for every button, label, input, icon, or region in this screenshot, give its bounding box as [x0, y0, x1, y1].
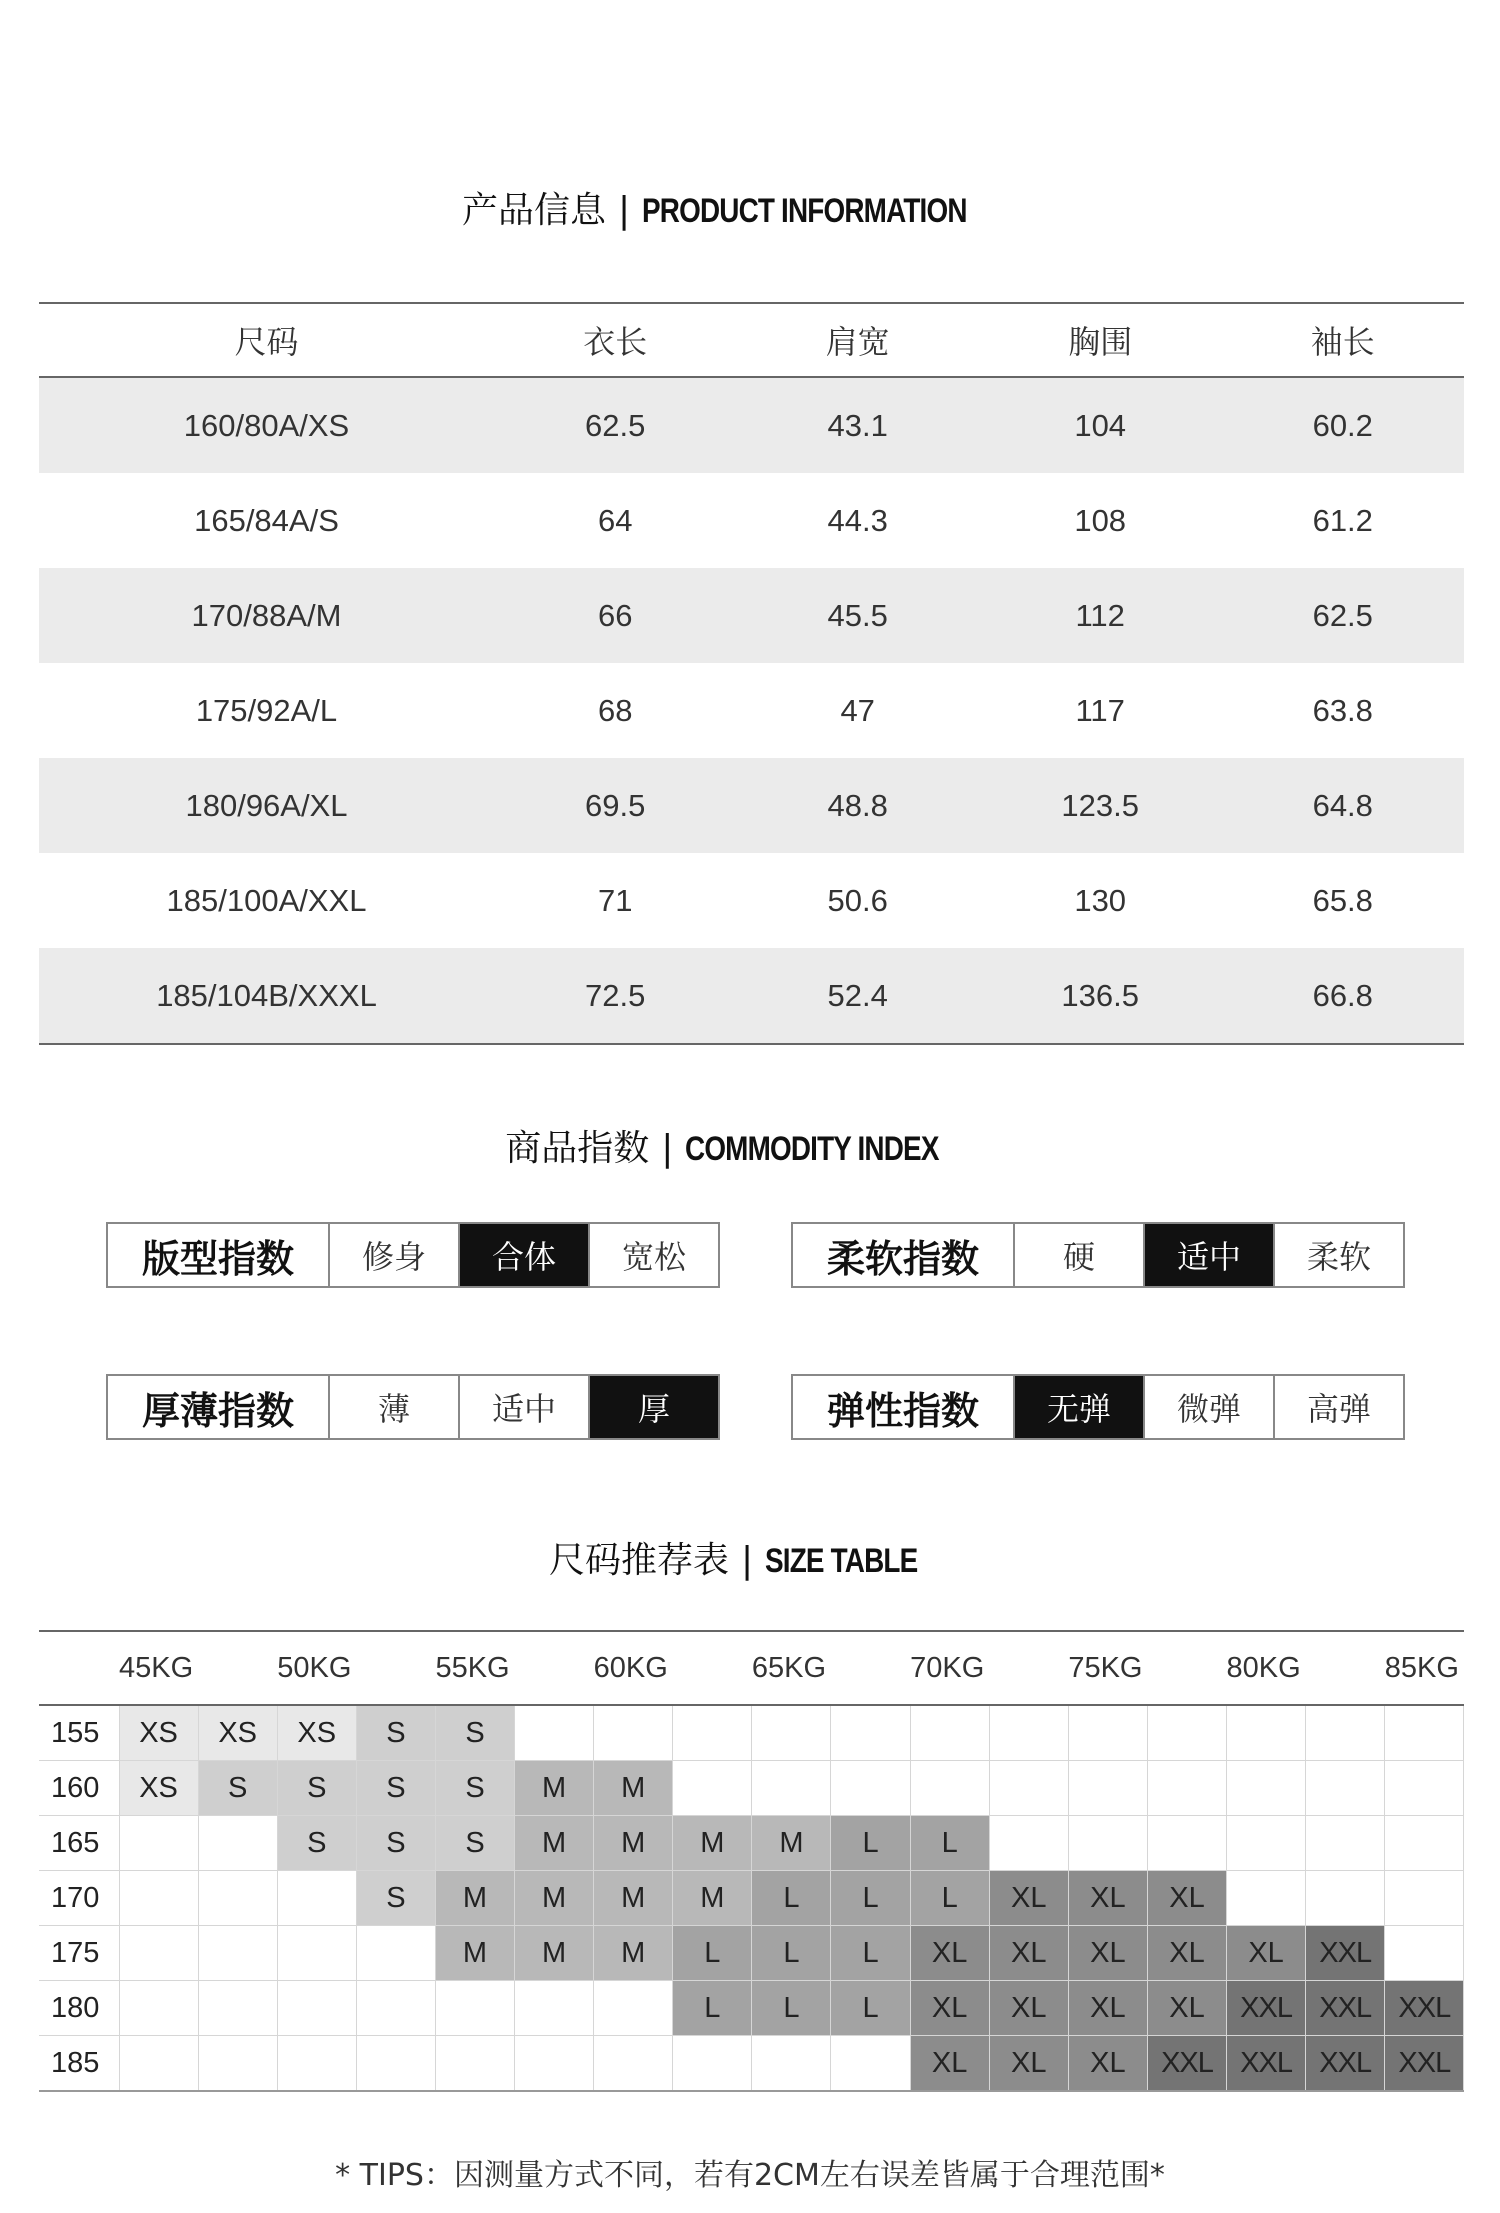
product-table-cell: 43.1 [736, 377, 978, 473]
index-option: 柔软 [1306, 1238, 1371, 1276]
index-option-selected: 适中 [1145, 1224, 1275, 1286]
product-table-cell: 61.2 [1312, 502, 1373, 538]
weight-header: 50KG [277, 1631, 356, 1705]
product-table-cell: 123.5 [979, 758, 1222, 853]
product-table-cell: 44.3 [827, 502, 888, 538]
product-table-cell: 130 [1074, 882, 1127, 918]
size-cell: M [515, 1926, 594, 1981]
size-cell [989, 1761, 1068, 1816]
height-label: 175 [39, 1926, 119, 1981]
weight-header: 70KG [910, 1631, 989, 1705]
product-table-row [39, 663, 1464, 758]
size-cell: M [435, 1871, 514, 1926]
size-cell [831, 1705, 910, 1761]
height-label: 180 [39, 1981, 119, 2036]
product-info-title-en: PRODUCT INFORMATION [642, 192, 967, 230]
size-cell: XL [910, 1981, 989, 2036]
height-row [39, 1705, 1464, 1761]
size-cell [831, 1761, 910, 1816]
product-table-header: 胸围 [979, 303, 1222, 377]
size-cell: S [356, 1871, 435, 1926]
product-table-cell: 48.8 [736, 758, 978, 853]
index-label: 版型指数 [108, 1224, 330, 1286]
product-table-header-row [39, 303, 1464, 377]
size-cell: XL [989, 1871, 1068, 1926]
weight-header: 75KG [1068, 1631, 1147, 1705]
product-table-cell: 66 [494, 568, 736, 663]
product-table-cell: 52.4 [736, 948, 978, 1044]
height-row [39, 1926, 1464, 1981]
size-cell [673, 2036, 752, 2092]
size-cell [1227, 1705, 1306, 1761]
size-cell: XS [119, 1705, 198, 1761]
size-cell: M [594, 1761, 673, 1816]
size-cell: XL [989, 1981, 1068, 2036]
size-cell: M [673, 1871, 752, 1926]
size-cell: L [831, 1871, 910, 1926]
product-info-title [0, 182, 1500, 233]
product-table-cell: 71 [597, 882, 633, 918]
size-cell: S [435, 1816, 514, 1871]
size-cell [1385, 1816, 1464, 1871]
product-table-cell: 72.5 [494, 948, 736, 1044]
height-row [39, 2036, 1464, 2092]
index-option: 修身 [330, 1224, 460, 1286]
product-info-title-cn: 产品信息 [461, 190, 606, 231]
size-cell [752, 1761, 831, 1816]
size-table-title-en: SIZE TABLE [765, 1542, 918, 1580]
product-table-cell: 63.8 [1312, 692, 1373, 728]
index-label: 柔软指数 [793, 1224, 1015, 1286]
product-table-cell: 170/88A/M [39, 568, 494, 663]
product-table-row [39, 853, 1464, 948]
size-cell: S [435, 1761, 514, 1816]
size-cell [594, 2036, 673, 2092]
product-table-cell: 62.5 [494, 377, 736, 473]
product-table-cell: 112 [979, 568, 1222, 663]
size-cell [515, 1705, 594, 1761]
size-cell [198, 2036, 277, 2092]
height-row [39, 1816, 1464, 1871]
weight-header [515, 1631, 594, 1705]
size-cell: S [435, 1705, 514, 1761]
product-table-body [39, 377, 1464, 1044]
product-table-cell: 45.5 [736, 568, 978, 663]
product-table-cell: 69.5 [494, 758, 736, 853]
elasticity-index [791, 1374, 1405, 1440]
tips-note: * TIPS：因测量方式不同，若有2CM左右误差皆属于合理范围* [335, 2158, 1165, 2193]
size-cell: S [277, 1761, 356, 1816]
height-label: 165 [39, 1816, 119, 1871]
size-cell: XL [910, 2036, 989, 2092]
size-cell [1147, 1761, 1226, 1816]
size-cell: L [752, 1926, 831, 1981]
size-cell [1306, 1871, 1385, 1926]
title-separator: | [617, 190, 631, 231]
size-cell [435, 1981, 514, 2036]
product-table-cell: 165/84A/S [194, 502, 339, 538]
size-cell: XXL [1147, 2036, 1226, 2092]
product-table-row [39, 758, 1464, 853]
size-cell: S [356, 1761, 435, 1816]
weight-header [673, 1631, 752, 1705]
product-table-header: 尺码 [39, 303, 494, 377]
height-row [39, 1761, 1464, 1816]
size-cell: M [594, 1871, 673, 1926]
size-cell [1147, 1816, 1226, 1871]
weight-header: 60KG [594, 1631, 673, 1705]
weight-header [198, 1631, 277, 1705]
weight-header: 65KG [752, 1631, 831, 1705]
size-cell [119, 1926, 198, 1981]
size-cell [277, 1871, 356, 1926]
size-cell: M [673, 1816, 752, 1871]
commodity-index-title-en: COMMODITY INDEX [685, 1130, 940, 1168]
size-cell: XL [910, 1926, 989, 1981]
size-cell [1227, 1816, 1306, 1871]
product-table-cell: 62.5 [1222, 568, 1465, 663]
size-cell [277, 2036, 356, 2092]
size-cell [1227, 1871, 1306, 1926]
height-row [39, 1981, 1464, 2036]
size-cell [356, 2036, 435, 2092]
size-cell [119, 2036, 198, 2092]
size-cell: S [356, 1816, 435, 1871]
product-table-row [39, 473, 1464, 568]
size-cell [910, 1705, 989, 1761]
product-table-cell: 104 [979, 377, 1222, 473]
product-table-cell: 60.2 [1222, 377, 1465, 473]
size-cell [1306, 1705, 1385, 1761]
size-cell [119, 1871, 198, 1926]
product-table-cell: 160/80A/XS [39, 377, 494, 473]
size-cell [673, 1705, 752, 1761]
weight-header [989, 1631, 1068, 1705]
product-table-cell: 117 [1075, 692, 1125, 728]
index-option-selected: 厚 [590, 1376, 718, 1438]
size-cell: M [515, 1761, 594, 1816]
size-cell [594, 1705, 673, 1761]
fit-index [106, 1222, 720, 1288]
size-cell: L [673, 1926, 752, 1981]
weight-header [356, 1631, 435, 1705]
thickness-index [106, 1374, 720, 1440]
size-cell: S [277, 1816, 356, 1871]
size-table-title-cn: 尺码推荐表 [549, 1540, 730, 1581]
size-cell [989, 1816, 1068, 1871]
title-separator: | [741, 1540, 754, 1581]
product-table-cell: 47 [840, 692, 875, 728]
size-cell [277, 1926, 356, 1981]
weight-header [1147, 1631, 1226, 1705]
product-table-row [39, 568, 1464, 663]
size-cell: L [831, 1981, 910, 2036]
size-cell [989, 1705, 1068, 1761]
size-cell: L [752, 1871, 831, 1926]
size-cell: XL [1147, 1871, 1226, 1926]
size-cell [673, 1761, 752, 1816]
weight-header [1306, 1631, 1385, 1705]
size-cell [1068, 1705, 1147, 1761]
product-table-row [39, 948, 1464, 1044]
product-table-cell: 50.6 [827, 882, 888, 918]
size-cell: XS [198, 1705, 277, 1761]
size-cell [752, 2036, 831, 2092]
size-cell [356, 1926, 435, 1981]
size-cell [198, 1926, 277, 1981]
size-cell: M [752, 1816, 831, 1871]
size-cell: L [910, 1871, 989, 1926]
size-cell [198, 1816, 277, 1871]
size-cell: XXL [1385, 1981, 1464, 2036]
product-table-cell: 66.8 [1222, 948, 1465, 1044]
commodity-index-title [0, 1120, 1500, 1171]
size-cell [1385, 1926, 1464, 1981]
size-cell [1385, 1761, 1464, 1816]
product-table-header: 衣长 [494, 303, 736, 377]
size-cell: XL [1227, 1926, 1306, 1981]
size-cell: XXL [1306, 2036, 1385, 2092]
size-cell: M [515, 1871, 594, 1926]
index-option: 硬 [1015, 1224, 1145, 1286]
size-cell [515, 2036, 594, 2092]
size-cell [198, 1981, 277, 2036]
size-cell [1306, 1816, 1385, 1871]
size-cell [831, 2036, 910, 2092]
size-cell [1385, 1871, 1464, 1926]
size-cell [1385, 1705, 1464, 1761]
size-grid-body [39, 1705, 1464, 2091]
size-cell: S [198, 1761, 277, 1816]
size-cell: L [831, 1926, 910, 1981]
index-label: 弹性指数 [793, 1376, 1015, 1438]
size-cell: XL [1147, 1926, 1226, 1981]
size-cell [435, 2036, 514, 2092]
index-option: 宽松 [621, 1238, 686, 1276]
index-label: 厚薄指数 [108, 1376, 330, 1438]
weight-header: 85KG [1385, 1631, 1464, 1705]
product-table-cell: 180/96A/XL [39, 758, 494, 853]
weight-header: 80KG [1227, 1631, 1306, 1705]
size-cell: XXL [1306, 1981, 1385, 2036]
size-cell [1227, 1761, 1306, 1816]
size-cell [1068, 1761, 1147, 1816]
size-cell: XL [1068, 2036, 1147, 2092]
height-label: 170 [39, 1871, 119, 1926]
product-table-cell: 175/92A/L [195, 692, 338, 728]
product-table-header: 肩宽 [736, 303, 978, 377]
size-cell: XXL [1385, 2036, 1464, 2092]
size-cell: M [594, 1926, 673, 1981]
product-table-cell: 185/100A/XXL [166, 882, 367, 918]
size-cell [910, 1761, 989, 1816]
size-recommendation-grid [39, 1630, 1464, 2092]
size-cell [752, 1705, 831, 1761]
commodity-index-title-cn: 商品指数 [505, 1128, 650, 1169]
size-cell: XL [1068, 1981, 1147, 2036]
index-option: 高弹 [1306, 1390, 1371, 1428]
index-option: 适中 [460, 1376, 590, 1438]
product-table-cell: 136.5 [979, 948, 1222, 1044]
size-cell: M [594, 1816, 673, 1871]
product-table-cell: 68 [597, 692, 633, 728]
product-table-cell: 108 [1074, 502, 1127, 538]
size-cell [1306, 1761, 1385, 1816]
size-cell [515, 1981, 594, 2036]
size-cell: XL [989, 2036, 1068, 2092]
softness-index [791, 1222, 1405, 1288]
product-table-cell: 185/104B/XXXL [39, 948, 494, 1044]
size-cell: L [673, 1981, 752, 2036]
height-row [39, 1871, 1464, 1926]
size-cell: XS [277, 1705, 356, 1761]
size-cell: L [831, 1816, 910, 1871]
product-info-table [39, 302, 1464, 1045]
size-cell [594, 1981, 673, 2036]
height-label: 160 [39, 1761, 119, 1816]
size-cell: XS [119, 1761, 198, 1816]
weight-header [831, 1631, 910, 1705]
size-cell [1147, 1705, 1226, 1761]
size-cell [356, 1981, 435, 2036]
size-cell: S [356, 1705, 435, 1761]
product-table-header: 袖长 [1222, 303, 1465, 377]
weight-header: 55KG [435, 1631, 514, 1705]
size-cell: XL [989, 1926, 1068, 1981]
size-cell: XXL [1306, 1926, 1385, 1981]
size-cell: L [910, 1816, 989, 1871]
size-cell: XXL [1227, 2036, 1306, 2092]
size-cell [119, 1981, 198, 2036]
size-cell: XL [1147, 1981, 1226, 2036]
index-option-selected: 无弹 [1015, 1376, 1145, 1438]
size-cell: XXL [1227, 1981, 1306, 2036]
index-option-selected: 合体 [460, 1224, 590, 1286]
size-cell: L [752, 1981, 831, 2036]
size-cell: XL [1068, 1926, 1147, 1981]
weight-header-row [39, 1631, 1464, 1705]
product-table-cell: 64 [597, 502, 633, 538]
title-separator: | [661, 1128, 674, 1169]
size-cell [119, 1816, 198, 1871]
size-cell [1068, 1816, 1147, 1871]
grid-corner [39, 1631, 119, 1705]
height-label: 155 [39, 1705, 119, 1761]
index-option: 薄 [330, 1376, 460, 1438]
product-table-cell: 65.8 [1312, 882, 1373, 918]
index-option: 微弹 [1145, 1376, 1275, 1438]
size-cell [198, 1871, 277, 1926]
product-table-row [39, 377, 1464, 473]
size-cell: M [435, 1926, 514, 1981]
product-table-cell: 64.8 [1222, 758, 1465, 853]
size-cell: XL [1068, 1871, 1147, 1926]
weight-header: 45KG [119, 1631, 198, 1705]
size-cell [277, 1981, 356, 2036]
height-label: 185 [39, 2036, 119, 2092]
size-table-title [0, 1532, 1500, 1583]
size-cell: M [515, 1816, 594, 1871]
